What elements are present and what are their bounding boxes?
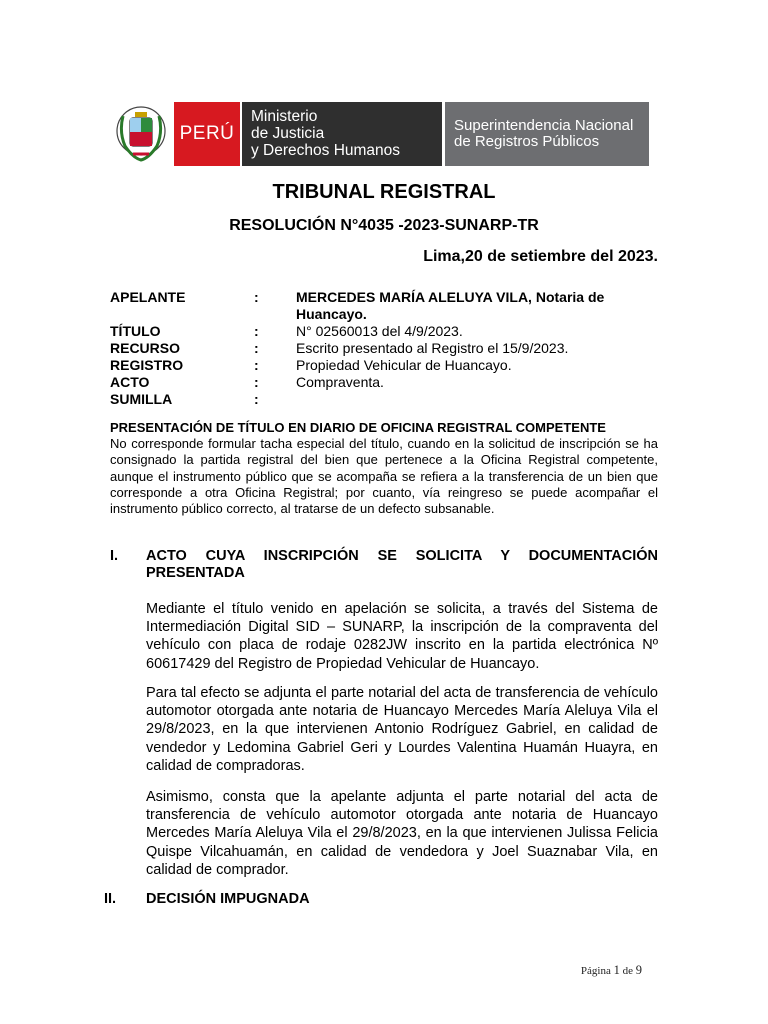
section-number: I. bbox=[110, 548, 119, 564]
meta-row-acto bbox=[110, 374, 660, 391]
page-total: 9 bbox=[635, 963, 642, 977]
meta-key: APELANTE bbox=[110, 289, 186, 305]
section-title: DECISIÓN IMPUGNADA bbox=[146, 891, 310, 907]
meta-key: RECURSO bbox=[110, 340, 181, 356]
document-title: TRIBUNAL REGISTRAL bbox=[272, 181, 496, 203]
ministry-line: de Justicia bbox=[251, 125, 325, 142]
page-current: 1 bbox=[613, 963, 620, 977]
meta-value-line: Huancayo. bbox=[296, 306, 367, 322]
section-number: II. bbox=[104, 891, 117, 907]
ministry-line: y Derechos Humanos bbox=[251, 142, 401, 159]
sumilla-text: No corresponde formular tacha especial del título, cuando en la solicitud de inscripción se ha consignado la partida registral del bien que pertenece a la Oficina Registral competente, aunque el instrumento público que se acompaña se refiera a la transferencia de un bien que corresponde a otra Oficina Registral; por cuanto, vía reingreso se puede acompañar el instrumento público correcto, al tratarse de un defecto subsanable. bbox=[110, 436, 658, 517]
sunarp-label bbox=[445, 102, 649, 166]
meta-value: N° 02560013 del 4/9/2023. bbox=[296, 323, 463, 339]
meta-value bbox=[296, 391, 660, 408]
meta-colon: : bbox=[254, 289, 259, 305]
meta-colon: : bbox=[254, 323, 259, 339]
sunarp-line: Superintendencia Nacional bbox=[454, 117, 634, 134]
meta-key: TÍTULO bbox=[110, 323, 161, 339]
coat-of-arms-icon bbox=[112, 102, 170, 166]
meta-row-apelante bbox=[110, 289, 660, 323]
institutional-header bbox=[112, 102, 649, 166]
meta-value: Compraventa. bbox=[296, 374, 384, 390]
sunarp-line: de Registros Públicos bbox=[454, 133, 600, 150]
meta-value: Propiedad Vehicular de Huancayo. bbox=[296, 357, 512, 373]
meta-value: Escrito presentado al Registro el 15/9/2023. bbox=[296, 340, 569, 356]
meta-row-registro bbox=[110, 357, 660, 374]
body-paragraph: Mediante el título venido en apelación se solicita, a través del Sistema de Intermediación Digital SID – SUNARP, la inscripción de la compraventa del vehículo con placa de rodaje 0282JW inscrito en la partida electrónica Nº 60617429 del Registro de Propiedad Vehicular de Huancayo. bbox=[146, 601, 658, 672]
meta-colon: : bbox=[254, 357, 259, 373]
meta-row-recurso bbox=[110, 340, 660, 357]
body-paragraph: Asimismo, consta que la apelante adjunta el parte notarial del acta de transferencia de vehículo automotor otorgada ante notaria de Huancayo Mercedes María Aleluya Vila el 29/8/2023, en la que intervienen Julissa Felicia Quispe Vilcahuamán, en calidad de vendedora y Joel Suaznabar Vila, en calidad de comprador. bbox=[146, 789, 658, 878]
meta-value-line: MERCEDES MARÍA ALELUYA VILA, Notaria de bbox=[296, 289, 605, 305]
meta-colon: : bbox=[254, 391, 259, 407]
meta-key: SUMILLA bbox=[110, 391, 173, 407]
case-metadata bbox=[110, 289, 660, 408]
ministry-label bbox=[242, 102, 442, 166]
meta-key: ACTO bbox=[110, 374, 150, 390]
ministry-line: Ministerio bbox=[251, 108, 318, 125]
peru-label: PERÚ bbox=[174, 102, 240, 166]
resolution-number: RESOLUCIÓN N°4035 -2023-SUNARP-TR bbox=[229, 217, 539, 234]
meta-colon: : bbox=[254, 340, 259, 356]
meta-colon: : bbox=[254, 374, 259, 390]
meta-row-titulo bbox=[110, 323, 660, 340]
page-of: de bbox=[622, 965, 633, 977]
resolution-date: Lima,20 de setiembre del 2023. bbox=[423, 248, 658, 265]
page-footer bbox=[581, 963, 642, 978]
meta-key: REGISTRO bbox=[110, 357, 184, 373]
meta-row-sumilla bbox=[110, 391, 660, 408]
body-paragraph: Para tal efecto se adjunta el parte notarial del acta de transferencia de vehículo automotor otorgada ante notaria de Huancayo Mercedes María Aleluya Vila el 29/8/2023, en la que intervienen Antonio Rodríguez Gabriel, en calidad de vendedor y Ledomina Gabriel Geri y Lourdes Valentina Huamán Huayra, en calidad de compradoras. bbox=[146, 685, 658, 774]
meta-value bbox=[296, 289, 660, 323]
sumilla-heading: PRESENTACIÓN DE TÍTULO EN DIARIO DE OFICINA REGISTRAL COMPETENTE bbox=[110, 420, 606, 435]
section-title: ACTO CUYA INSCRIPCIÓN SE SOLICITA Y DOCUMENTACIÓN PRESENTADA bbox=[146, 548, 658, 581]
page-label: Página bbox=[580, 965, 611, 977]
